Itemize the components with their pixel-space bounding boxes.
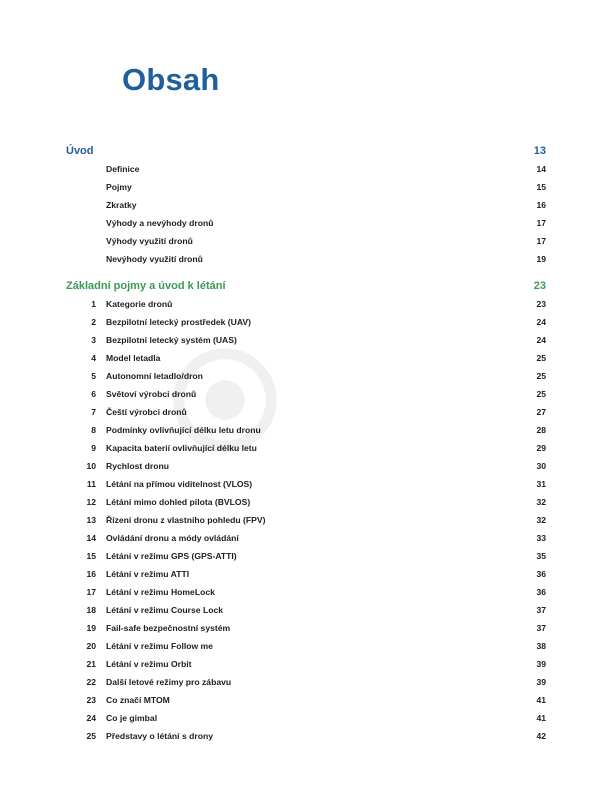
entry-title: Rychlost dronu [106, 461, 170, 471]
entry-title: Létání v režimu Orbit [106, 659, 192, 669]
entry-page-number: 31 [536, 479, 546, 489]
entry-number: 24 [86, 713, 96, 723]
entry-number: 14 [86, 533, 96, 543]
entry-number: 7 [91, 407, 96, 417]
entry-page-number: 33 [536, 533, 546, 543]
toc-entry[interactable] [0, 297, 546, 311]
entry-number: 25 [86, 731, 96, 741]
entry-number: 10 [86, 461, 96, 471]
entry-title: Zkratky [106, 200, 137, 210]
toc-entry[interactable] [0, 423, 546, 437]
entry-page-number: 36 [536, 587, 546, 597]
entry-page-number: 23 [536, 299, 546, 309]
toc-entry[interactable] [0, 459, 546, 473]
entry-title: Čeští výrobci dronů [106, 407, 187, 417]
entry-page-number: 32 [536, 515, 546, 525]
entry-page-number: 41 [536, 713, 546, 723]
entry-title: Pojmy [106, 182, 132, 192]
entry-title: Světoví výrobci dronů [106, 389, 197, 399]
entry-number: 9 [91, 443, 96, 453]
entry-number: 13 [86, 515, 96, 525]
page-title: Obsah [122, 62, 220, 97]
toc-section-heading[interactable] [66, 278, 546, 294]
entry-page-number: 15 [536, 182, 546, 192]
toc-entry[interactable] [0, 234, 546, 248]
entry-number: 1 [91, 299, 96, 309]
toc-entry[interactable] [0, 675, 546, 689]
entry-title: Kategorie dronů [106, 299, 173, 309]
entry-number: 15 [86, 551, 96, 561]
toc-entry[interactable] [0, 585, 546, 599]
entry-title: Létání v režimu Course Lock [106, 605, 224, 615]
entry-page-number: 25 [536, 353, 546, 363]
entry-title: Ovládání dronu a módy ovládání [106, 533, 239, 543]
entry-number: 21 [86, 659, 96, 669]
entry-title: Podmínky ovlivňující délku letu dronu [106, 425, 261, 435]
entry-page-number: 17 [536, 218, 546, 228]
toc-entry[interactable] [0, 693, 546, 707]
entry-title: Co značí MTOM [106, 695, 170, 705]
entry-number: 16 [86, 569, 96, 579]
entry-title: Definice [106, 164, 140, 174]
toc-entry[interactable] [0, 531, 546, 545]
toc-section-heading[interactable] [66, 143, 546, 159]
entry-page-number: 37 [536, 605, 546, 615]
entry-number: 2 [91, 317, 96, 327]
entry-title: Co je gimbal [106, 713, 158, 723]
entry-title: Autonomní letadlo/dron [106, 371, 203, 381]
entry-title: Model letadla [106, 353, 161, 363]
entry-title: Létání v režimu HomeLock [106, 587, 215, 597]
entry-page-number: 24 [536, 335, 546, 345]
toc-entry[interactable] [0, 567, 546, 581]
entry-page-number: 41 [536, 695, 546, 705]
entry-page-number: 24 [536, 317, 546, 327]
entry-number: 22 [86, 677, 96, 687]
toc-entry[interactable] [0, 477, 546, 491]
toc-entry[interactable] [0, 216, 546, 230]
toc-entry[interactable] [0, 162, 546, 176]
entry-title: Výhody a nevýhody dronů [106, 218, 214, 228]
toc-entry[interactable] [0, 387, 546, 401]
toc-entry[interactable] [0, 711, 546, 725]
entry-page-number: 39 [536, 659, 546, 669]
entry-page-number: 27 [536, 407, 546, 417]
entry-title: Létání na přímou viditelnost (VLOS) [106, 479, 253, 489]
toc-entry[interactable] [0, 495, 546, 509]
entry-page-number: 19 [536, 254, 546, 264]
entry-title: Řízení dronu z vlastního pohledu (FPV) [106, 515, 266, 525]
entry-page-number: 25 [536, 371, 546, 381]
entry-title: Bezpilotní letecký prostředek (UAV) [106, 317, 252, 327]
entry-page-number: 17 [536, 236, 546, 246]
entry-number: 17 [86, 587, 96, 597]
toc-entry[interactable] [0, 333, 546, 347]
entry-page-number: 29 [536, 443, 546, 453]
entry-number: 11 [86, 479, 96, 489]
toc-entry[interactable] [0, 405, 546, 419]
toc-entry[interactable] [0, 513, 546, 527]
entry-title: Představy o létání s drony [106, 731, 213, 741]
entry-page-number: 16 [536, 200, 546, 210]
toc-entry[interactable] [0, 252, 546, 266]
section-title: Úvod [66, 145, 94, 157]
entry-page-number: 28 [536, 425, 546, 435]
entry-number: 6 [91, 389, 96, 399]
section-page-number: 13 [533, 145, 546, 157]
toc-entry[interactable] [0, 351, 546, 365]
entry-title: Létání v režimu GPS (GPS-ATTI) [106, 551, 237, 561]
entry-title: Létání v režimu ATTI [106, 569, 190, 579]
toc-entry[interactable] [0, 603, 546, 617]
entry-title: Bezpilotní letecký systém (UAS) [106, 335, 237, 345]
toc-entry[interactable] [0, 657, 546, 671]
toc-entry[interactable] [0, 729, 546, 743]
toc-entry[interactable] [0, 549, 546, 563]
entry-title: Fail-safe bezpečnostní systém [106, 623, 231, 633]
entry-number: 20 [86, 641, 96, 651]
entry-number: 18 [86, 605, 96, 615]
toc-entry[interactable] [0, 315, 546, 329]
toc-entry[interactable] [0, 180, 546, 194]
entry-title: Létání v režimu Follow me [106, 641, 213, 651]
entry-page-number: 14 [536, 164, 546, 174]
toc-entry[interactable] [0, 369, 546, 383]
entry-number: 19 [86, 623, 96, 633]
entry-number: 23 [86, 695, 96, 705]
entry-page-number: 25 [536, 389, 546, 399]
entry-page-number: 37 [536, 623, 546, 633]
entry-title: Další letové režimy pro zábavu [106, 677, 232, 687]
entry-number: 5 [91, 371, 96, 381]
toc-entry[interactable] [0, 639, 546, 653]
entry-number: 4 [91, 353, 96, 363]
entry-page-number: 36 [536, 569, 546, 579]
toc-entry[interactable] [0, 441, 546, 455]
toc-entry[interactable] [0, 621, 546, 635]
entry-number: 8 [91, 425, 96, 435]
entry-number: 12 [86, 497, 96, 507]
toc-entry[interactable] [0, 198, 546, 212]
entry-page-number: 30 [536, 461, 546, 471]
entry-title: Výhody využití dronů [106, 236, 193, 246]
entry-title: Létání mimo dohled pilota (BVLOS) [106, 497, 251, 507]
entry-page-number: 35 [536, 551, 546, 561]
section-page-number: 23 [533, 280, 546, 292]
entry-number: 3 [91, 335, 96, 345]
entry-title: Nevýhody využití dronů [106, 254, 203, 264]
entry-page-number: 39 [536, 677, 546, 687]
entry-title: Kapacita baterií ovlivňující délku letu [106, 443, 257, 453]
section-title: Základní pojmy a úvod k létání [66, 280, 226, 292]
entry-page-number: 42 [536, 731, 546, 741]
entry-page-number: 32 [536, 497, 546, 507]
entry-page-number: 38 [536, 641, 546, 651]
